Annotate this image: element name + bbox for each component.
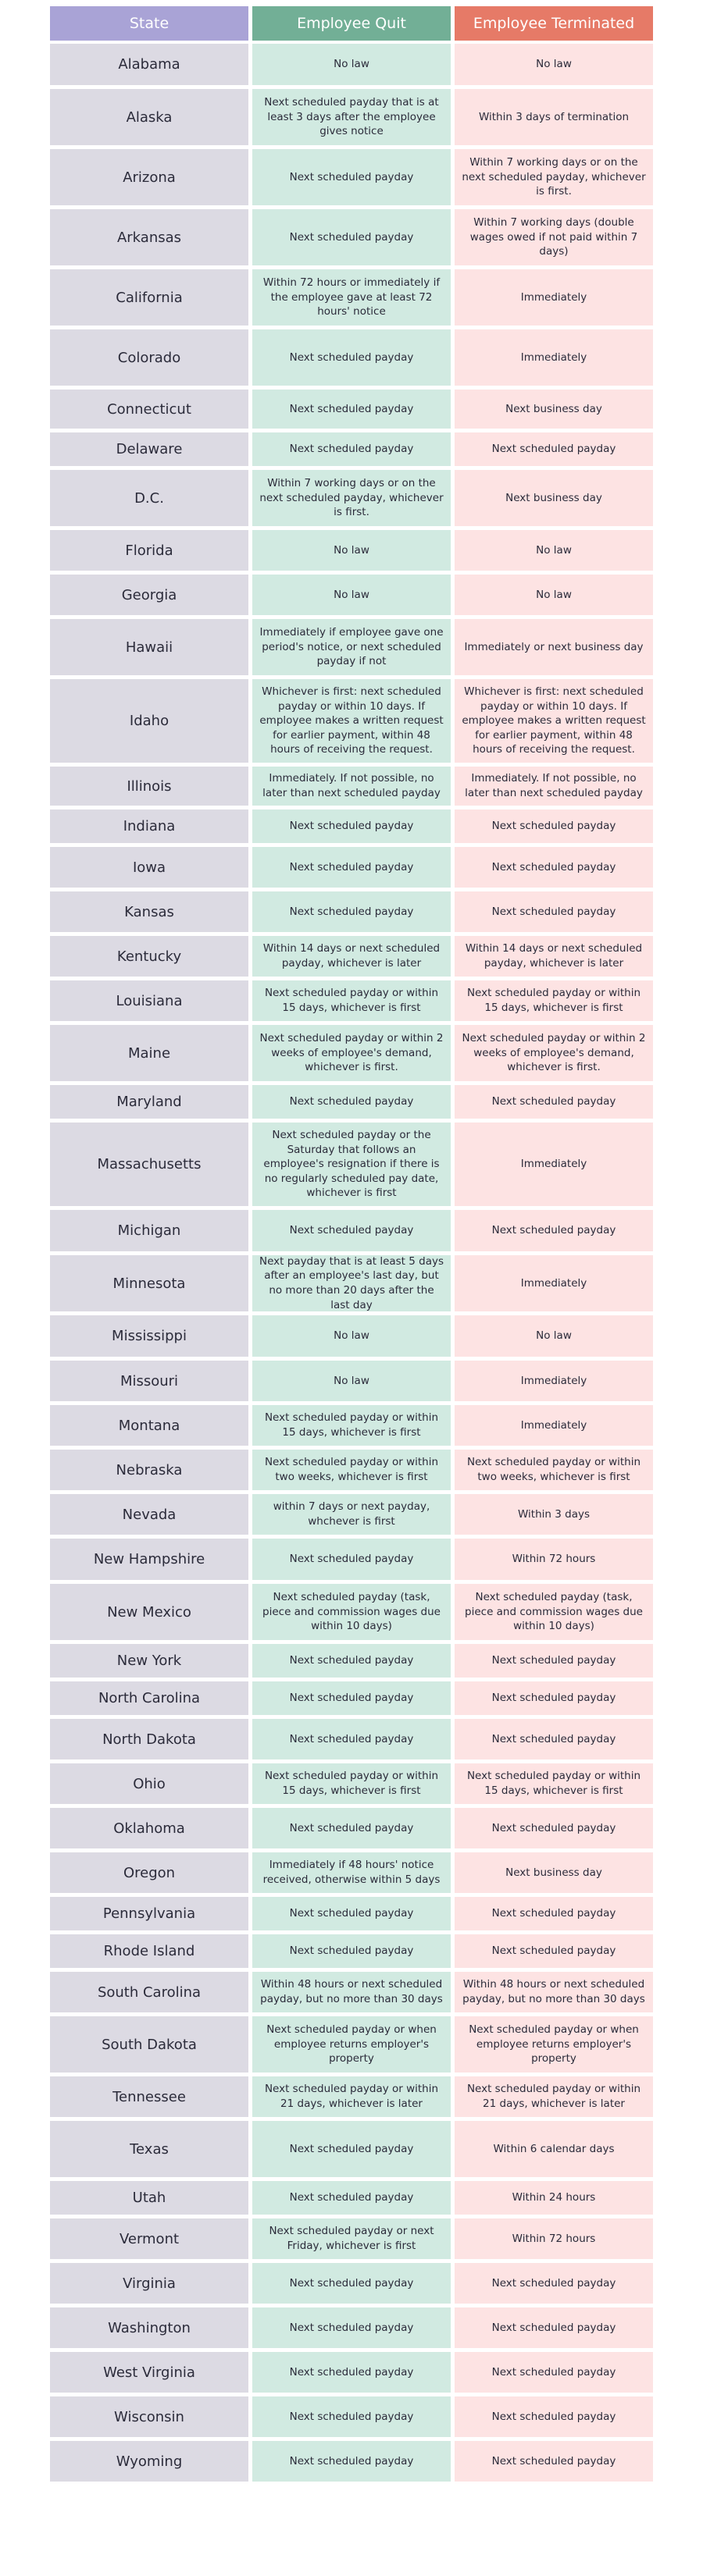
employee-terminated-cell: Within 14 days or next scheduled payday, whichever is later bbox=[455, 936, 653, 977]
state-cell: Indiana bbox=[50, 809, 248, 843]
table-row bbox=[50, 1972, 653, 2012]
table-row bbox=[50, 2352, 653, 2393]
employee-terminated-cell: No law bbox=[455, 530, 653, 571]
employee-terminated-cell: Next scheduled payday bbox=[455, 2352, 653, 2393]
state-cell: Florida bbox=[50, 530, 248, 571]
table-row bbox=[50, 390, 653, 429]
employee-terminated-column-header: Employee Terminated bbox=[455, 6, 653, 41]
employee-terminated-cell: Next scheduled payday or when employee returns employer's property bbox=[455, 2016, 653, 2073]
state-cell: Delaware bbox=[50, 432, 248, 466]
employee-terminated-cell: Immediately bbox=[455, 329, 653, 386]
employee-quit-cell: No law bbox=[252, 575, 451, 615]
table-row bbox=[50, 1852, 653, 1893]
employee-terminated-cell: Next scheduled payday bbox=[455, 847, 653, 888]
state-cell: Illinois bbox=[50, 767, 248, 806]
employee-terminated-cell: Within 24 hours bbox=[455, 2181, 653, 2215]
employee-quit-cell: No law bbox=[252, 530, 451, 571]
employee-quit-cell: Next scheduled payday or within 15 days, whichever is first bbox=[252, 980, 451, 1021]
state-cell: Pennsylvania bbox=[50, 1897, 248, 1930]
employee-quit-cell: No law bbox=[252, 1361, 451, 1401]
table-row bbox=[50, 1539, 653, 1580]
employee-quit-cell: Next scheduled payday bbox=[252, 1539, 451, 1580]
state-cell: Iowa bbox=[50, 847, 248, 888]
table-row bbox=[50, 329, 653, 386]
state-cell: Oregon bbox=[50, 1852, 248, 1893]
employee-terminated-cell: Next scheduled payday bbox=[455, 1681, 653, 1715]
state-cell: Nevada bbox=[50, 1494, 248, 1535]
employee-quit-cell: Immediately. If not possible, no later than next scheduled payday bbox=[252, 767, 451, 806]
employee-quit-cell: Next scheduled payday bbox=[252, 209, 451, 265]
table-row bbox=[50, 847, 653, 888]
employee-quit-cell: Next scheduled payday (task, piece and commission wages due within 10 days) bbox=[252, 1584, 451, 1640]
state-cell: Connecticut bbox=[50, 390, 248, 429]
table-row bbox=[50, 2076, 653, 2117]
table-row bbox=[50, 470, 653, 526]
employee-terminated-cell: Next scheduled payday bbox=[455, 1934, 653, 1968]
employee-quit-cell: Next scheduled payday or within 15 days, whichever is first bbox=[252, 1405, 451, 1446]
header-row bbox=[50, 6, 653, 41]
employee-terminated-cell: Within 48 hours or next scheduled payday, but no more than 30 days bbox=[455, 1972, 653, 2012]
table-row bbox=[50, 2307, 653, 2348]
employee-quit-cell: Next scheduled payday bbox=[252, 1808, 451, 1848]
employee-terminated-cell: Next scheduled payday or within 15 days, whichever is first bbox=[455, 1763, 653, 1804]
table-row bbox=[50, 209, 653, 265]
employee-quit-cell: Next scheduled payday bbox=[252, 891, 451, 932]
employee-quit-cell: Within 14 days or next scheduled payday, whichever is later bbox=[252, 936, 451, 977]
state-cell: West Virginia bbox=[50, 2352, 248, 2393]
table-row bbox=[50, 44, 653, 85]
employee-quit-cell: Next scheduled payday or within two weeks, whichever is first bbox=[252, 1450, 451, 1490]
employee-terminated-cell: Within 3 days bbox=[455, 1494, 653, 1535]
employee-terminated-cell: Next scheduled payday (task, piece and commission wages due within 10 days) bbox=[455, 1584, 653, 1640]
employee-terminated-cell: Next scheduled payday bbox=[455, 1897, 653, 1930]
employee-terminated-cell: Next scheduled payday or within 15 days, whichever is first bbox=[455, 980, 653, 1021]
employee-quit-cell: Next scheduled payday bbox=[252, 2121, 451, 2177]
table-row bbox=[50, 2181, 653, 2215]
table-row bbox=[50, 2263, 653, 2304]
state-cell: Maryland bbox=[50, 1085, 248, 1119]
state-cell: Oklahoma bbox=[50, 1808, 248, 1848]
employee-terminated-cell: Next scheduled payday bbox=[455, 432, 653, 466]
employee-terminated-cell: Immediately bbox=[455, 1123, 653, 1206]
employee-quit-cell: No law bbox=[252, 1315, 451, 1357]
state-cell: Ohio bbox=[50, 1763, 248, 1804]
table-row bbox=[50, 1584, 653, 1640]
employee-quit-cell: Next scheduled payday bbox=[252, 432, 451, 466]
table-row bbox=[50, 1255, 653, 1311]
employee-quit-cell: Next scheduled payday bbox=[252, 809, 451, 843]
state-cell: Massachusetts bbox=[50, 1123, 248, 1206]
employee-terminated-cell: Next scheduled payday bbox=[455, 1644, 653, 1678]
state-cell: Louisiana bbox=[50, 980, 248, 1021]
state-cell: Georgia bbox=[50, 575, 248, 615]
employee-quit-cell: Next scheduled payday bbox=[252, 329, 451, 386]
table-row bbox=[50, 575, 653, 615]
table-row bbox=[50, 269, 653, 326]
state-cell: Michigan bbox=[50, 1210, 248, 1251]
employee-terminated-cell: Immediately bbox=[455, 1361, 653, 1401]
employee-quit-cell: Next payday that is at least 5 days after an employee's last day, but no more than 20 days after the last day bbox=[252, 1255, 451, 1311]
employee-terminated-cell: Within 72 hours bbox=[455, 1539, 653, 1580]
table-row bbox=[50, 2121, 653, 2177]
state-cell: Wisconsin bbox=[50, 2396, 248, 2437]
state-cell: D.C. bbox=[50, 470, 248, 526]
employee-quit-cell: Next scheduled payday or next Friday, whichever is first bbox=[252, 2218, 451, 2259]
table-row bbox=[50, 2016, 653, 2073]
table-row bbox=[50, 936, 653, 977]
employee-terminated-cell: Within 3 days of termination bbox=[455, 89, 653, 145]
employee-terminated-cell: No law bbox=[455, 575, 653, 615]
employee-terminated-cell: Next business day bbox=[455, 470, 653, 526]
employee-terminated-cell: Next scheduled payday bbox=[455, 1085, 653, 1119]
employee-quit-cell: Immediately if 48 hours' notice received, otherwise within 5 days bbox=[252, 1852, 451, 1893]
table-row bbox=[50, 1123, 653, 1206]
employee-terminated-cell: No law bbox=[455, 1315, 653, 1357]
employee-quit-cell: Within 48 hours or next scheduled payday, but no more than 30 days bbox=[252, 1972, 451, 2012]
employee-terminated-cell: Within 6 calendar days bbox=[455, 2121, 653, 2177]
state-cell: Virginia bbox=[50, 2263, 248, 2304]
employee-quit-cell: No law bbox=[252, 44, 451, 85]
table-row bbox=[50, 1644, 653, 1678]
table-row bbox=[50, 1405, 653, 1446]
state-cell: Washington bbox=[50, 2307, 248, 2348]
table-row bbox=[50, 1210, 653, 1251]
table-row bbox=[50, 432, 653, 466]
employee-terminated-cell: Next scheduled payday bbox=[455, 2307, 653, 2348]
employee-quit-cell: Within 7 working days or on the next scheduled payday, whichever is first. bbox=[252, 470, 451, 526]
employee-quit-cell: Next scheduled payday bbox=[252, 1897, 451, 1930]
table-row bbox=[50, 1025, 653, 1081]
state-cell: New Mexico bbox=[50, 1584, 248, 1640]
table-row bbox=[50, 2441, 653, 2482]
state-cell: Vermont bbox=[50, 2218, 248, 2259]
state-cell: Mississippi bbox=[50, 1315, 248, 1357]
employee-quit-cell: Next scheduled payday bbox=[252, 1644, 451, 1678]
employee-quit-cell: Next scheduled payday bbox=[252, 2307, 451, 2348]
employee-quit-cell: Next scheduled payday that is at least 3 days after the employee gives notice bbox=[252, 89, 451, 145]
employee-terminated-cell: Immediately or next business day bbox=[455, 619, 653, 675]
employee-quit-cell: Next scheduled payday bbox=[252, 1085, 451, 1119]
employee-quit-cell: Next scheduled payday bbox=[252, 390, 451, 429]
state-cell: Colorado bbox=[50, 329, 248, 386]
employee-quit-cell: Within 72 hours or immediately if the employee gave at least 72 hours' notice bbox=[252, 269, 451, 326]
state-cell: Utah bbox=[50, 2181, 248, 2215]
employee-quit-cell: Next scheduled payday bbox=[252, 2263, 451, 2304]
employee-quit-cell: Next scheduled payday bbox=[252, 1210, 451, 1251]
employee-quit-cell: Next scheduled payday or within 21 days, whichever is later bbox=[252, 2076, 451, 2117]
state-cell: North Dakota bbox=[50, 1719, 248, 1759]
employee-quit-cell: Next scheduled payday bbox=[252, 2441, 451, 2482]
employee-terminated-cell: Next business day bbox=[455, 390, 653, 429]
employee-quit-cell: Next scheduled payday bbox=[252, 847, 451, 888]
employee-quit-cell: Next scheduled payday or within 15 days, whichever is first bbox=[252, 1763, 451, 1804]
state-cell: New York bbox=[50, 1644, 248, 1678]
employee-quit-cell: Next scheduled payday bbox=[252, 2396, 451, 2437]
state-cell: Kentucky bbox=[50, 936, 248, 977]
state-cell: Arkansas bbox=[50, 209, 248, 265]
table-row bbox=[50, 2218, 653, 2259]
table-row bbox=[50, 2396, 653, 2437]
employee-quit-cell: Next scheduled payday or the Saturday that follows an employee's resignation if there is no regularly scheduled pay date, whichever is first bbox=[252, 1123, 451, 1206]
employee-quit-cell: Next scheduled payday bbox=[252, 2181, 451, 2215]
employee-terminated-cell: Next scheduled payday or within two weeks, whichever is first bbox=[455, 1450, 653, 1490]
employee-terminated-cell: Next scheduled payday bbox=[455, 2396, 653, 2437]
employee-terminated-cell: Next scheduled payday bbox=[455, 891, 653, 932]
table-row bbox=[50, 767, 653, 806]
table-row bbox=[50, 980, 653, 1021]
employee-terminated-cell: Next scheduled payday or within 21 days, whichever is later bbox=[455, 2076, 653, 2117]
employee-terminated-cell: Immediately bbox=[455, 1255, 653, 1311]
table-row bbox=[50, 1763, 653, 1804]
state-cell: Maine bbox=[50, 1025, 248, 1081]
employee-terminated-cell: Next scheduled payday bbox=[455, 1808, 653, 1848]
table-row bbox=[50, 1719, 653, 1759]
table-row bbox=[50, 1361, 653, 1401]
state-column-header: State bbox=[50, 6, 248, 41]
state-cell: Minnesota bbox=[50, 1255, 248, 1311]
employee-quit-cell: Next scheduled payday bbox=[252, 1719, 451, 1759]
table-body bbox=[50, 44, 653, 2482]
employee-terminated-cell: Next scheduled payday or within 2 weeks of employee's demand, whichever is first. bbox=[455, 1025, 653, 1081]
employee-quit-cell: Next scheduled payday or when employee returns employer's property bbox=[252, 2016, 451, 2073]
employee-quit-cell: Next scheduled payday or within 2 weeks of employee's demand, whichever is first. bbox=[252, 1025, 451, 1081]
employee-quit-cell: Next scheduled payday bbox=[252, 1681, 451, 1715]
state-cell: New Hampshire bbox=[50, 1539, 248, 1580]
table-row bbox=[50, 1897, 653, 1930]
table-row bbox=[50, 1315, 653, 1357]
employee-quit-column-header: Employee Quit bbox=[252, 6, 451, 41]
state-cell: Tennessee bbox=[50, 2076, 248, 2117]
employee-terminated-cell: Next scheduled payday bbox=[455, 2263, 653, 2304]
table-row bbox=[50, 679, 653, 763]
state-cell: Arizona bbox=[50, 149, 248, 205]
state-cell: Nebraska bbox=[50, 1450, 248, 1490]
employee-quit-cell: Whichever is first: next scheduled payday or within 10 days. If employee makes a written request for earlier payment, within 48 hours of receiving the request. bbox=[252, 679, 451, 763]
state-cell: North Carolina bbox=[50, 1681, 248, 1715]
table-row bbox=[50, 1808, 653, 1848]
state-cell: South Carolina bbox=[50, 1972, 248, 2012]
employee-terminated-cell: Whichever is first: next scheduled payday or within 10 days. If employee makes a written request for earlier payment, within 48 hours of receiving the request. bbox=[455, 679, 653, 763]
state-cell: Missouri bbox=[50, 1361, 248, 1401]
employee-terminated-cell: No law bbox=[455, 44, 653, 85]
employee-quit-cell: within 7 days or next payday, whchever is first bbox=[252, 1494, 451, 1535]
table-row bbox=[50, 1085, 653, 1119]
employee-terminated-cell: Immediately bbox=[455, 1405, 653, 1446]
state-cell: Idaho bbox=[50, 679, 248, 763]
table-row bbox=[50, 1681, 653, 1715]
employee-terminated-cell: Next business day bbox=[455, 1852, 653, 1893]
state-cell: Kansas bbox=[50, 891, 248, 932]
employee-terminated-cell: Next scheduled payday bbox=[455, 2441, 653, 2482]
state-cell: South Dakota bbox=[50, 2016, 248, 2073]
state-cell: Hawaii bbox=[50, 619, 248, 675]
table-row bbox=[50, 89, 653, 145]
pay-law-table bbox=[50, 6, 653, 2485]
employee-terminated-cell: Within 72 hours bbox=[455, 2218, 653, 2259]
state-cell: Rhode Island bbox=[50, 1934, 248, 1968]
table-row bbox=[50, 1494, 653, 1535]
table-row bbox=[50, 1450, 653, 1490]
employee-quit-cell: Next scheduled payday bbox=[252, 1934, 451, 1968]
table-row bbox=[50, 891, 653, 932]
state-cell: Montana bbox=[50, 1405, 248, 1446]
state-cell: Alaska bbox=[50, 89, 248, 145]
table-row bbox=[50, 149, 653, 205]
employee-quit-cell: Next scheduled payday bbox=[252, 2352, 451, 2393]
state-cell: California bbox=[50, 269, 248, 326]
employee-terminated-cell: Within 7 working days or on the next scheduled payday, whichever is first. bbox=[455, 149, 653, 205]
state-cell: Alabama bbox=[50, 44, 248, 85]
employee-terminated-cell: Next scheduled payday bbox=[455, 1719, 653, 1759]
employee-quit-cell: Next scheduled payday bbox=[252, 149, 451, 205]
state-cell: Wyoming bbox=[50, 2441, 248, 2482]
table-row bbox=[50, 809, 653, 843]
employee-terminated-cell: Next scheduled payday bbox=[455, 1210, 653, 1251]
state-cell: Texas bbox=[50, 2121, 248, 2177]
table-row bbox=[50, 1934, 653, 1968]
employee-terminated-cell: Within 7 working days (double wages owed if not paid within 7 days) bbox=[455, 209, 653, 265]
table-row bbox=[50, 530, 653, 571]
table-row bbox=[50, 619, 653, 675]
employee-terminated-cell: Next scheduled payday bbox=[455, 809, 653, 843]
employee-terminated-cell: Immediately. If not possible, no later than next scheduled payday bbox=[455, 767, 653, 806]
employee-quit-cell: Immediately if employee gave one period's notice, or next scheduled payday if not bbox=[252, 619, 451, 675]
employee-terminated-cell: Immediately bbox=[455, 269, 653, 326]
